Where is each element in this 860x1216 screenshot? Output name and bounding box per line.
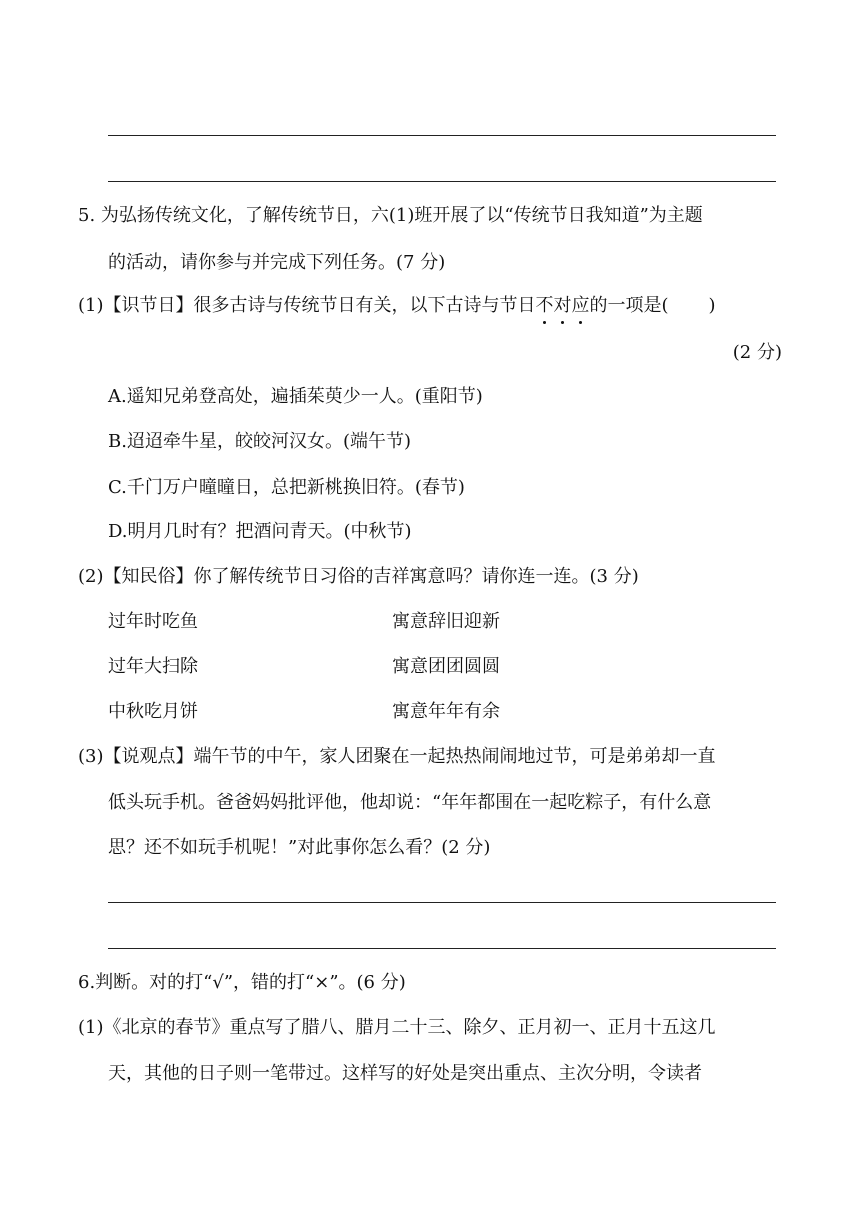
q5-part1-suffix: 的一项是(	[589, 295, 669, 316]
custom-left-item[interactable]: 过年时吃鱼	[108, 611, 198, 632]
emphasis-char: 对	[553, 295, 572, 316]
meaning-right-item[interactable]: 寓意年年有余	[392, 701, 500, 722]
q5-stem-line1: 5. 为弘扬传统文化，了解传统节日，六(1)班开展了以“传统节日我知道”为主题	[78, 205, 703, 226]
option-c: C.千门万户曈曈日，总把新桃换旧符。(春节)	[108, 477, 465, 498]
answer-line[interactable]	[108, 135, 776, 136]
emphasis-char: 不	[535, 295, 554, 316]
q5-part1-prefix: (1)【识节日】很多古诗与传统节日有关，以下古诗与节日	[78, 295, 536, 316]
q6-stem: 6.判断。对的打“√”，错的打“×”。(6 分)	[78, 972, 406, 993]
q5-part3-line3: 思？还不如玩手机呢！”对此事你怎么看？(2 分)	[108, 837, 491, 858]
option-b: B.迢迢牵牛星，皎皎河汉女。(端午节)	[108, 431, 411, 452]
q6-part1-line1: (1)《北京的春节》重点写了腊八、腊月二十三、除夕、正月初一、正月十五这几	[78, 1017, 716, 1038]
q5-part2-stem: (2)【知民俗】你了解传统节日习俗的吉祥寓意吗？请你连一连。(3 分)	[78, 566, 639, 587]
q5-part3-line2: 低头玩手机。爸爸妈妈批评他，他却说：“年年都围在一起吃粽子，有什么意	[108, 792, 712, 813]
q5-part3-line1: (3)【说观点】端午节的中午，家人团聚在一起热热闹闹地过节，可是弟弟却一直	[78, 746, 716, 767]
q5-part1-stem	[78, 294, 716, 318]
answer-line[interactable]	[108, 902, 776, 903]
answer-line[interactable]	[108, 181, 776, 182]
meaning-right-item[interactable]: 寓意团团圆圆	[392, 656, 500, 677]
q5-part1-close: )	[708, 295, 716, 316]
option-a: A.遥知兄弟登高处，遍插茱萸少一人。(重阳节)	[108, 386, 483, 407]
custom-left-item[interactable]: 过年大扫除	[108, 656, 198, 677]
custom-left-item[interactable]: 中秋吃月饼	[108, 701, 198, 722]
meaning-right-item[interactable]: 寓意辞旧迎新	[392, 611, 500, 632]
q5-part1-score: (2 分)	[732, 342, 782, 363]
q6-part1-line2: 天，其他的日子则一笔带过。这样写的好处是突出重点、主次分明，令读者	[108, 1063, 702, 1084]
option-d: D.明月几时有？把酒问青天。(中秋节)	[108, 521, 412, 542]
q5-stem-line2: 的活动，请你参与并完成下列任务。(7 分)	[108, 252, 446, 273]
emphasis-char: 应	[571, 295, 590, 316]
answer-line[interactable]	[108, 948, 776, 949]
